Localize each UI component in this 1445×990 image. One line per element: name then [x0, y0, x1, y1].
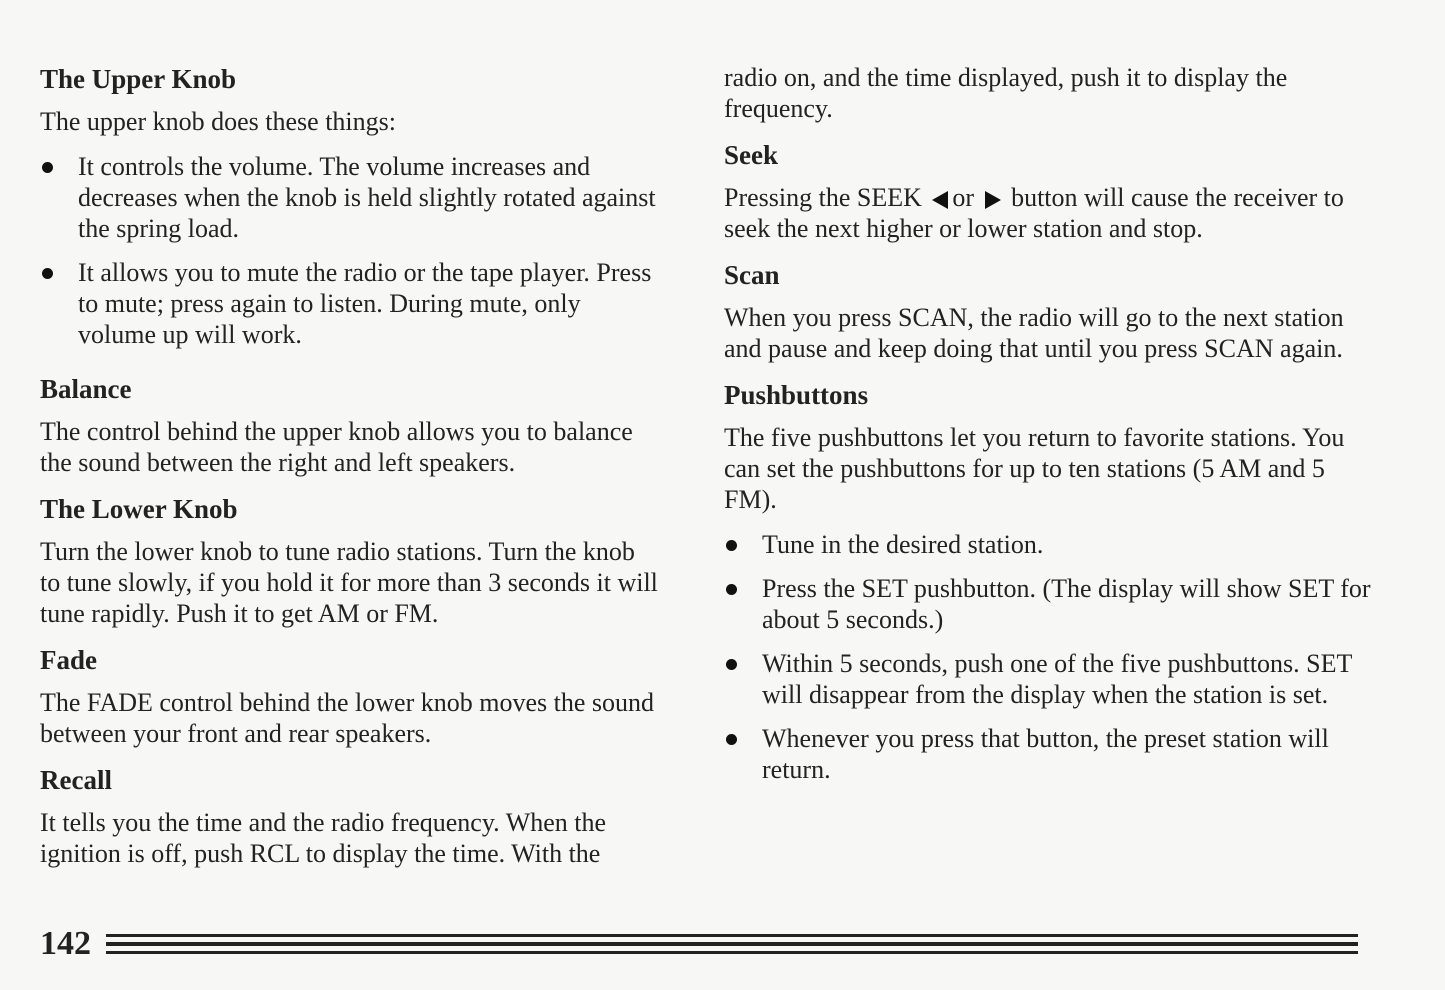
recall-text: It tells you the time and the radio frequency. When the ignition is off, push RCL to display the time. With the — [40, 808, 607, 868]
list-item — [724, 573, 1374, 635]
list-item — [724, 648, 1374, 710]
upper-knob-list — [40, 151, 660, 350]
bullet-icon — [42, 268, 53, 279]
list-item-text: Press the SET pushbutton. (The display will show SET for about 5 seconds.) — [762, 574, 1371, 634]
list-item — [40, 151, 660, 244]
upper-knob-intro: The upper knob does these things: — [40, 107, 396, 136]
balance-heading: Balance — [40, 374, 132, 404]
recall-heading: Recall — [40, 765, 112, 795]
bullet-icon — [726, 734, 737, 745]
list-item-text: Within 5 seconds, push one of the five pushbuttons. SET will disappear from the display when the station is set. — [762, 649, 1352, 709]
list-item-text: It controls the volume. The volume increases and decreases when the knob is held slightly rotated against the spring load. — [78, 152, 656, 243]
page-footer — [40, 922, 1358, 966]
pushbuttons-heading: Pushbuttons — [724, 380, 869, 410]
footer-rule — [106, 951, 1358, 954]
seek-right-arrow-icon — [985, 191, 1001, 209]
seek-text — [724, 182, 1374, 244]
bullet-icon — [726, 659, 737, 670]
list-item-text: It allows you to mute the radio or the tape player. Press to mute; press again to listen. During mute, only volume up will work. — [78, 258, 652, 349]
page-number: 142 — [40, 925, 91, 962]
lower-knob-heading: The Lower Knob — [40, 494, 238, 524]
upper-knob-heading: The Upper Knob — [40, 64, 237, 94]
scan-text: When you press SCAN, the radio will go to the next station and pause and keep doing that until you press SCAN again. — [724, 303, 1344, 363]
left-column — [40, 62, 660, 883]
scan-heading: Scan — [724, 260, 780, 290]
fade-text: The FADE control behind the lower knob moves the sound between your front and rear speakers. — [40, 688, 655, 748]
pushbuttons-list — [724, 529, 1374, 785]
seek-text-after: button will cause the receiver to seek the next higher or lower station and stop. — [724, 183, 1344, 243]
list-item — [724, 529, 1374, 560]
seek-heading: Seek — [724, 140, 778, 170]
pushbuttons-text: The five pushbuttons let you return to favorite stations. You can set the pushbuttons for up to ten stations (5 AM and 5 FM). — [724, 423, 1345, 514]
balance-text: The control behind the upper knob allows you to balance the sound between the right and left speakers. — [40, 417, 633, 477]
lower-knob-text: Turn the lower knob to tune radio stations. Turn the knob to tune slowly, if you hold it for more than 3 seconds it will tune rapidly. Push it to get AM or FM. — [40, 537, 658, 628]
fade-heading: Fade — [40, 645, 97, 675]
seek-text-before: Pressing the SEEK — [724, 183, 922, 212]
right-column — [724, 62, 1374, 799]
bullet-icon — [726, 584, 737, 595]
list-item-text: Whenever you press that button, the preset station will return. — [762, 724, 1329, 784]
seek-left-arrow-icon — [932, 191, 948, 209]
recall-continued-text: radio on, and the time displayed, push it to display the frequency. — [724, 63, 1288, 123]
footer-rule — [106, 934, 1358, 937]
footer-rule — [106, 942, 1358, 946]
bullet-icon — [726, 540, 737, 551]
list-item-text: Tune in the desired station. — [762, 530, 1044, 559]
list-item — [724, 723, 1374, 785]
seek-text-or: or — [952, 183, 975, 212]
list-item — [40, 257, 660, 350]
bullet-icon — [42, 162, 53, 173]
